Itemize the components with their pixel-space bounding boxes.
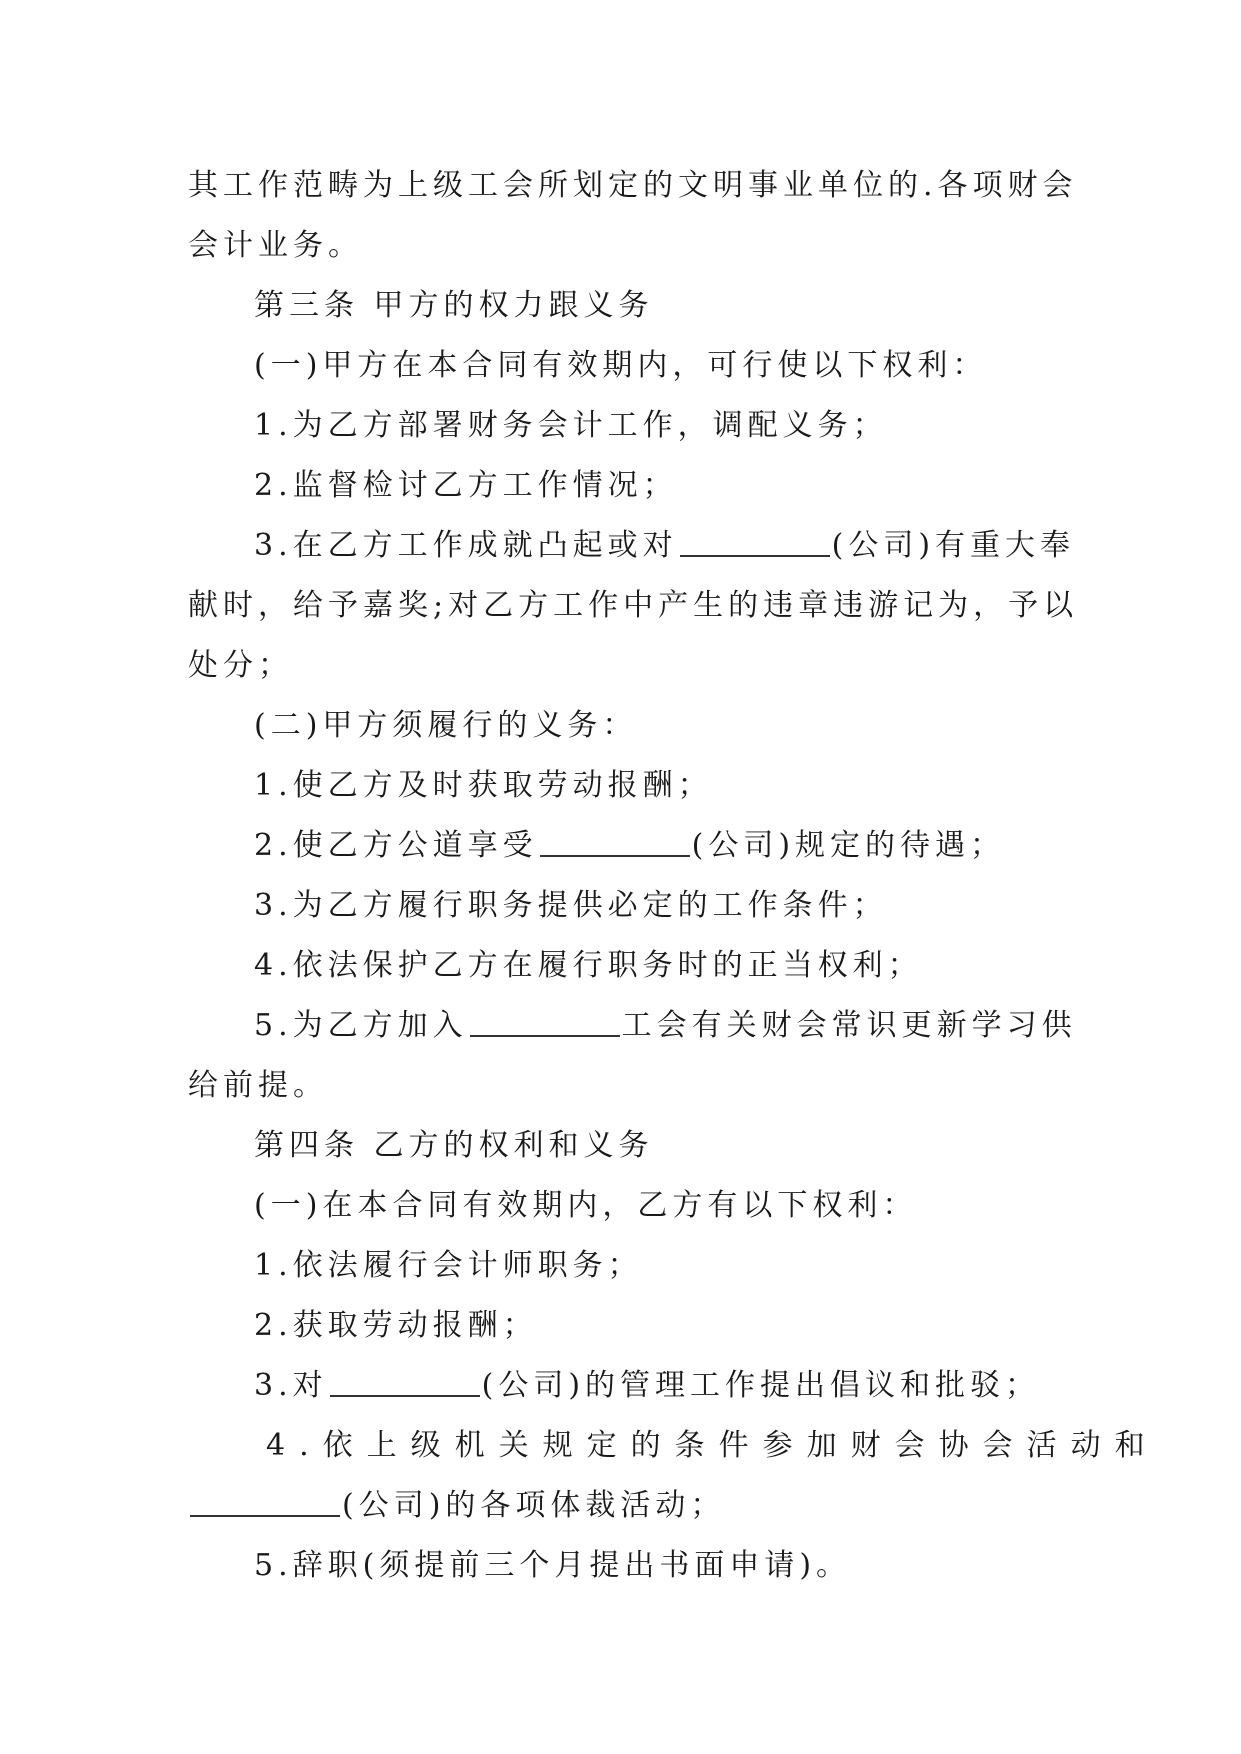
list-item <box>188 1002 1077 1062</box>
text-segment: (公司)有重大奉 <box>831 528 1076 563</box>
list-item: 4.依上级机关规定的条件参加财会协会活动和 <box>266 1428 1159 1463</box>
fill-in-blank <box>680 527 830 557</box>
text-line: 处分； <box>188 648 293 683</box>
list-item <box>188 822 1054 882</box>
list-item: 1.使乙方及时获取劳动报酬； <box>254 768 713 803</box>
list-item-continuation <box>188 1482 1054 1542</box>
section-heading: (一)在本合同有效期内，乙方有以下权利： <box>254 1188 918 1223</box>
text-line: 其工作范畴为上级工会所划定的文明事业单位的.各项财会 <box>188 168 1078 203</box>
text-segment: 工会有关财会常识更新学习供 <box>621 1008 1077 1043</box>
fill-in-blank <box>190 1487 340 1517</box>
text-segment: (公司)的各项体裁活动； <box>342 1488 726 1523</box>
list-item: 1.依法履行会计师职务； <box>254 1248 643 1283</box>
list-item <box>188 1362 1054 1422</box>
list-item: 4.依法保护乙方在履行职务时的正当权利； <box>254 948 923 983</box>
section-heading: (一)甲方在本合同有效期内，可行使以下权利： <box>254 348 988 383</box>
list-item: 2.获取劳动报酬； <box>254 1308 538 1343</box>
fill-in-blank <box>540 827 690 857</box>
text-line: 献时，给予嘉奖;对乙方工作中产生的违章违游记为，予以 <box>188 588 1079 623</box>
text-segment: 3.在乙方工作成就凸起或对 <box>254 528 678 563</box>
text-segment: (公司)规定的待遇； <box>691 828 1006 863</box>
article-heading: 第四条 乙方的权利和义务 <box>254 1128 654 1163</box>
document-page <box>188 162 1159 1602</box>
list-item: 3.为乙方履行职务提供必定的工作条件； <box>254 888 888 923</box>
fill-in-blank <box>470 1007 620 1037</box>
list-item: 1.为乙方部署财务会计工作，调配义务； <box>254 408 888 443</box>
list-item: 2.监督检讨乙方工作情况； <box>254 468 678 503</box>
text-segment: 2.使乙方公道享受 <box>254 828 538 863</box>
list-item: 5.辞职(须提前三个月提出书面申请)。 <box>254 1548 852 1583</box>
list-item <box>188 522 1076 582</box>
text-segment: (公司)的管理工作提出倡议和批驳； <box>481 1368 1041 1403</box>
text-segment: 3.对 <box>254 1368 328 1403</box>
text-line: 会计业务。 <box>188 228 363 263</box>
section-heading: (二)甲方须履行的义务： <box>254 708 638 743</box>
fill-in-blank <box>330 1367 480 1397</box>
text-segment: 5.为乙方加入 <box>254 1008 468 1043</box>
text-line: 给前提。 <box>188 1068 328 1103</box>
article-heading: 第三条 甲方的权力跟义务 <box>254 288 654 323</box>
